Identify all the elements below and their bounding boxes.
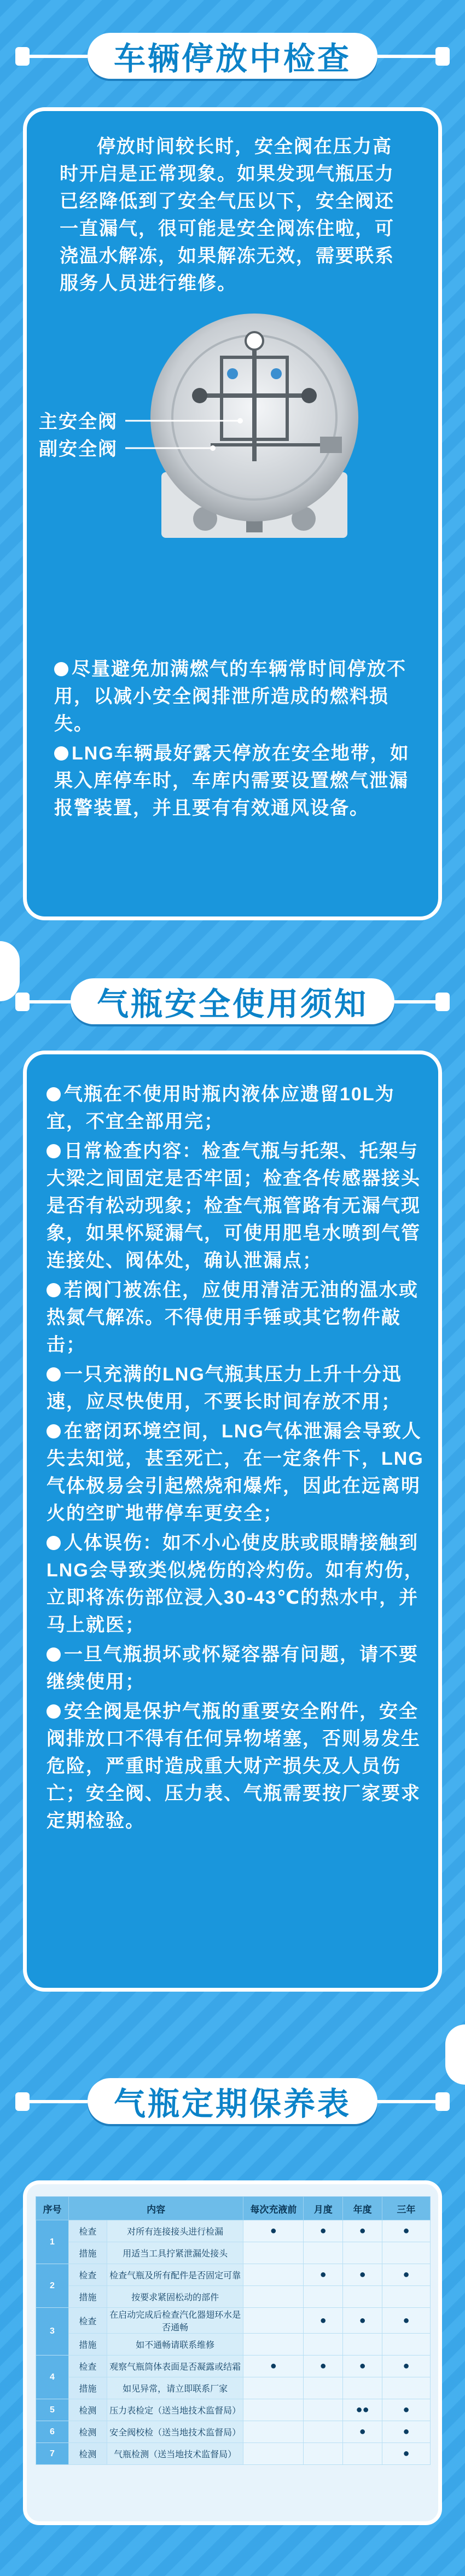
table-row: 2 检查 检查气瓶及所有配件是否固定可靠 ● ● ●: [36, 2264, 431, 2286]
header-content: 内容: [68, 2197, 243, 2220]
parking-bullet: LNG车辆最好露天停放在安全地带，如果入库停车时，车库内需要设置燃气泄漏报警装置，并且要有有效通风设备。: [54, 743, 410, 819]
section-heading: 气瓶安全使用须知: [71, 978, 394, 1024]
table-row: 5 检测 压力表检定（送当地技术监督局） ●● ●: [36, 2399, 431, 2421]
header-three-year: 三年: [382, 2197, 431, 2220]
section-heading: 气瓶定期保养表: [88, 2078, 377, 2124]
section-heading: 车辆停放中检查: [88, 33, 377, 79]
table-row: 措施 如见异常，请立即联系厂家: [36, 2377, 431, 2399]
safety-bullet: 在密闭环境空间，LNG气体泄漏会导致人失去知觉，甚至死亡，在一定条件下，LNG气体极易会引起燃烧和爆炸，因此在远离明火的空旷地带停车更安全；: [47, 1421, 424, 1524]
table-row: 4 检查 观察气瓶筒体表面是否凝露或结霜 ● ● ● ●: [36, 2355, 431, 2377]
table-row: 3 检查 在启动完成后检查汽化器翅环水是否通畅 ● ● ●: [36, 2308, 431, 2334]
bullet-dot-icon: [47, 1367, 61, 1382]
header-each-fill: 每次充液前: [243, 2197, 304, 2220]
section-title-safety: [0, 974, 465, 1029]
table-row: 6 检测 安全阀校检（送当地技术监督局） ● ●: [36, 2421, 431, 2443]
header-yearly: 年度: [343, 2197, 382, 2220]
table-row: 措施 按要求紧固松动的部件: [36, 2286, 431, 2308]
bullet-dot-icon: [47, 1144, 61, 1158]
table-header-row: [36, 2197, 431, 2220]
safety-bullet: 安全阀是保护气瓶的重要安全附件，安全阀排放口不得有任何异物堵塞，否则易发生危险，严重时造成重大财产损失及人员伤亡；安全阀、压力表、气瓶需要按厂家要求定期检验。: [47, 1701, 421, 1831]
safety-bullet: 人体误伤：如不小心使皮肤或眼睛接触到LNG会导致类似烧伤的冷灼伤。如有灼伤，立即将冻伤部位浸入30-43℃的热水中，并马上就医；: [47, 1533, 424, 1635]
bullet-dot-icon: [47, 1704, 61, 1719]
safety-card: [23, 1051, 442, 1992]
bullet-dot-icon: [47, 1647, 61, 1662]
safety-bullet: 日常检查内容：检查气瓶与托架、托架与大梁之间固定是否牢固；检查各传感器接头是否有松动现象；检查气瓶管路有无漏气现象，如果怀疑漏气，可使用肥皂水喷到气管连接处、阀体处，确认泄漏点；: [47, 1141, 421, 1271]
table-row: 措施 用适当工具拧紧泄漏处接头: [36, 2242, 431, 2264]
section-title-maintenance: [0, 2074, 465, 2128]
safety-bullet: 一只充满的LNG气瓶其压力上升十分迅速，应尽快使用，不要长时间存放不用；: [47, 1364, 402, 1412]
parking-intro: 停放时间较长时，安全阀在压力高时开启是正常现象。如果发现气瓶压力已经降低到了安全气压以下，安全阀还一直漏气，很可能是安全阀冻住啦，可浇温水解冻，如果解冻无效，需要联系服务人员进行维修。: [60, 136, 394, 294]
bullet-dot-icon: [47, 1424, 61, 1438]
parking-bullet: 尽量避免加满燃气的车辆常时间停放不用，以减小安全阀排泄所造成的燃料损失。: [54, 659, 406, 734]
table-row: 1 检查 对所有连接接头进行检漏 ● ● ● ●: [36, 2220, 431, 2242]
section-title-parking: [0, 28, 465, 83]
header-monthly: 月度: [304, 2197, 343, 2220]
main-valve-label: 主安全阀: [39, 411, 118, 432]
bullet-dot-icon: [47, 1087, 61, 1101]
safety-bullet: 气瓶在不使用时瓶内液体应遗留10L为宜，不宜全部用完；: [47, 1084, 395, 1132]
plug-right-icon: [435, 993, 450, 1011]
sub-valve-label: 副安全阀: [39, 439, 118, 460]
plug-right-icon: [435, 47, 450, 66]
parking-card: [23, 107, 442, 920]
bullet-dot-icon: [47, 1283, 61, 1297]
header-num: 序号: [36, 2197, 69, 2220]
maintenance-table-card: [23, 2180, 442, 2525]
bullet-dot-icon: [54, 662, 68, 676]
table-row: 措施 如不通畅请联系维修: [36, 2334, 431, 2355]
bullet-dot-icon: [54, 746, 68, 761]
table-row: 7 检测 气瓶检测（送当地技术监督局） ●: [36, 2443, 431, 2465]
bullet-dot-icon: [47, 1536, 61, 1550]
safety-bullet: 若阀门被冻住，应使用清洁无油的温水或热氮气解冻。不得使用手锤或其它物件敲击；: [47, 1280, 419, 1355]
maintenance-table: [36, 2196, 431, 2465]
plug-right-icon: [435, 2092, 450, 2111]
safety-bullet: 一旦气瓶损坏或怀疑容器有问题，请不要继续使用；: [47, 1644, 419, 1692]
